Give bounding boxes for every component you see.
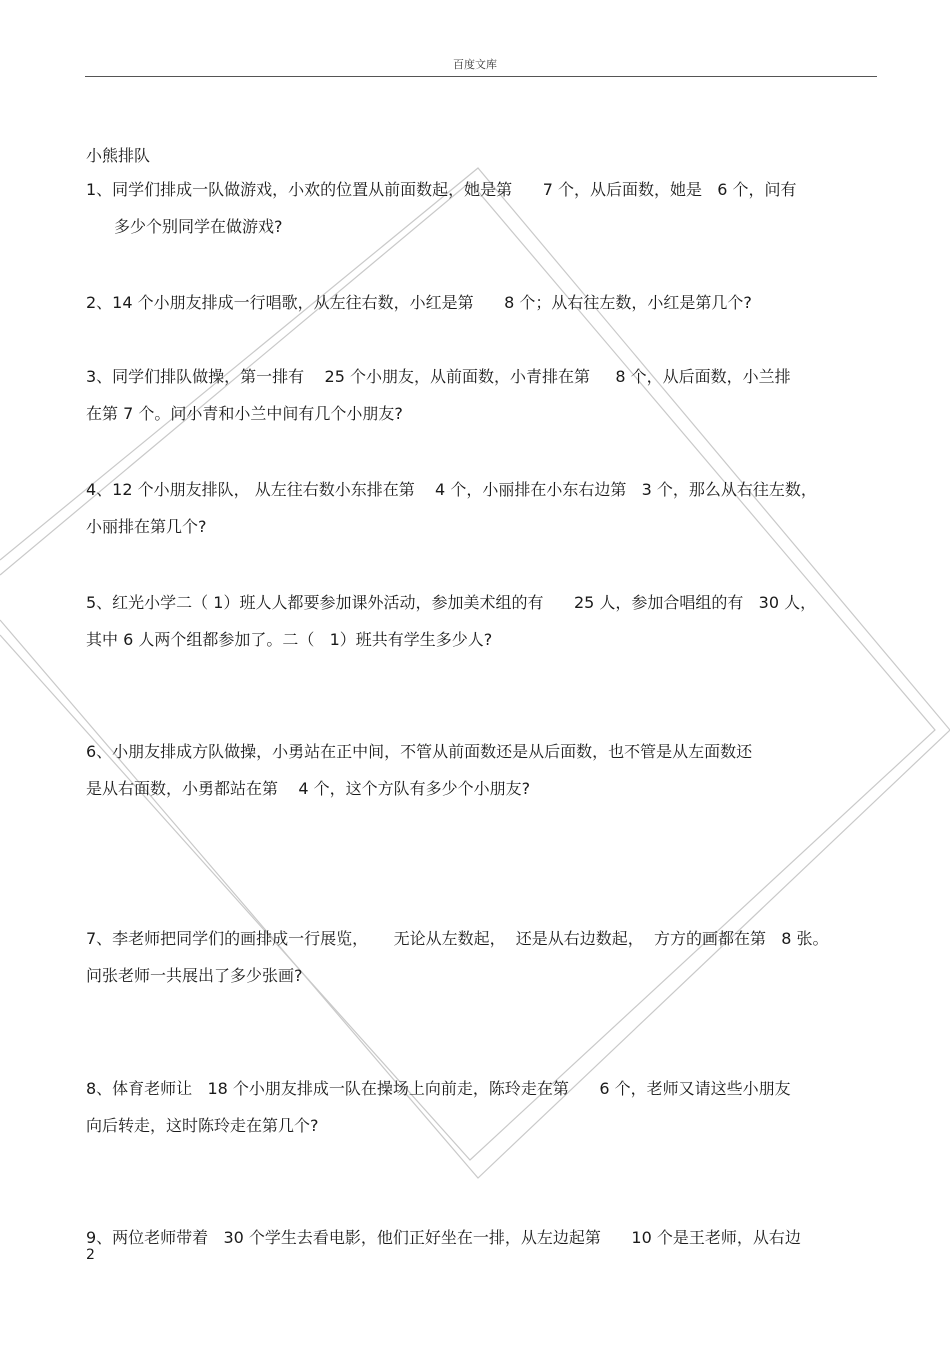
question-1-line-2: 多少个别同学在做游戏? (114, 217, 283, 236)
question-9-line-1: 9、两位老师带着 30 个学生去看电影，他们正好坐在一排，从左边起第 10 个是王老师，从右边 (86, 1228, 801, 1247)
question-7-line-1: 7、李老师把同学们的画排成一行展览， 无论从左数起， 还是从右边数起， 方方的画都在第 8 张。 (86, 929, 829, 948)
question-6-line-1: 6、小朋友排成方队做操，小勇站在正中间，不管从前面数还是从后面数，也不管是从左面数还 (86, 742, 753, 761)
question-5-line-1: 5、红光小学二（ 1）班人人都要参加课外活动，参加美术组的有 25 人，参加合唱组的有 30 人， (86, 593, 817, 612)
question-5-line-2: 其中 6 人两个组都参加了。二（ 1）班共有学生多少人? (86, 630, 493, 649)
question-1-line-1: 1、同学们排成一队做游戏，小欢的位置从前面数起，她是第 7 个，从后面数，她是 6 个，问有 (86, 180, 797, 199)
question-8-line-2: 向后转走，这时陈玲走在第几个? (86, 1116, 319, 1135)
question-6-line-2: 是从右面数，小勇都站在第 4 个，这个方队有多少个小朋友? (86, 779, 531, 798)
header-divider (85, 76, 877, 77)
question-2-line-1: 2、14 个小朋友排成一行唱歌，从左往右数，小红是第 8 个；从右往左数，小红是第几个? (86, 293, 752, 312)
watermark-diamond-outer (0, 168, 950, 1178)
page-header: 百度文库 (453, 58, 497, 71)
question-7-line-2: 问张老师一共展出了多少张画? (86, 966, 303, 985)
question-3-line-1: 3、同学们排队做操，第一排有 25 个小朋友，从前面数，小青排在第 8 个，从后面数，小兰排 (86, 367, 791, 386)
page-number: 2 (86, 1247, 95, 1263)
question-3-line-2: 在第 7 个。问小青和小兰中间有几个小朋友? (86, 404, 403, 423)
question-8-line-1: 8、体育老师让 18 个小朋友排成一队在操场上向前走，陈玲走在第 6 个，老师又请这些小朋友 (86, 1079, 791, 1098)
question-4-line-2: 小丽排在第几个? (86, 517, 207, 536)
watermark-diamond-inner (0, 182, 935, 1160)
document-title: 小熊排队 (86, 146, 151, 165)
question-4-line-1: 4、12 个小朋友排队， 从左往右数小东排在第 4 个，小丽排在小东右边第 3 个，那么从右往左数， (86, 480, 817, 499)
